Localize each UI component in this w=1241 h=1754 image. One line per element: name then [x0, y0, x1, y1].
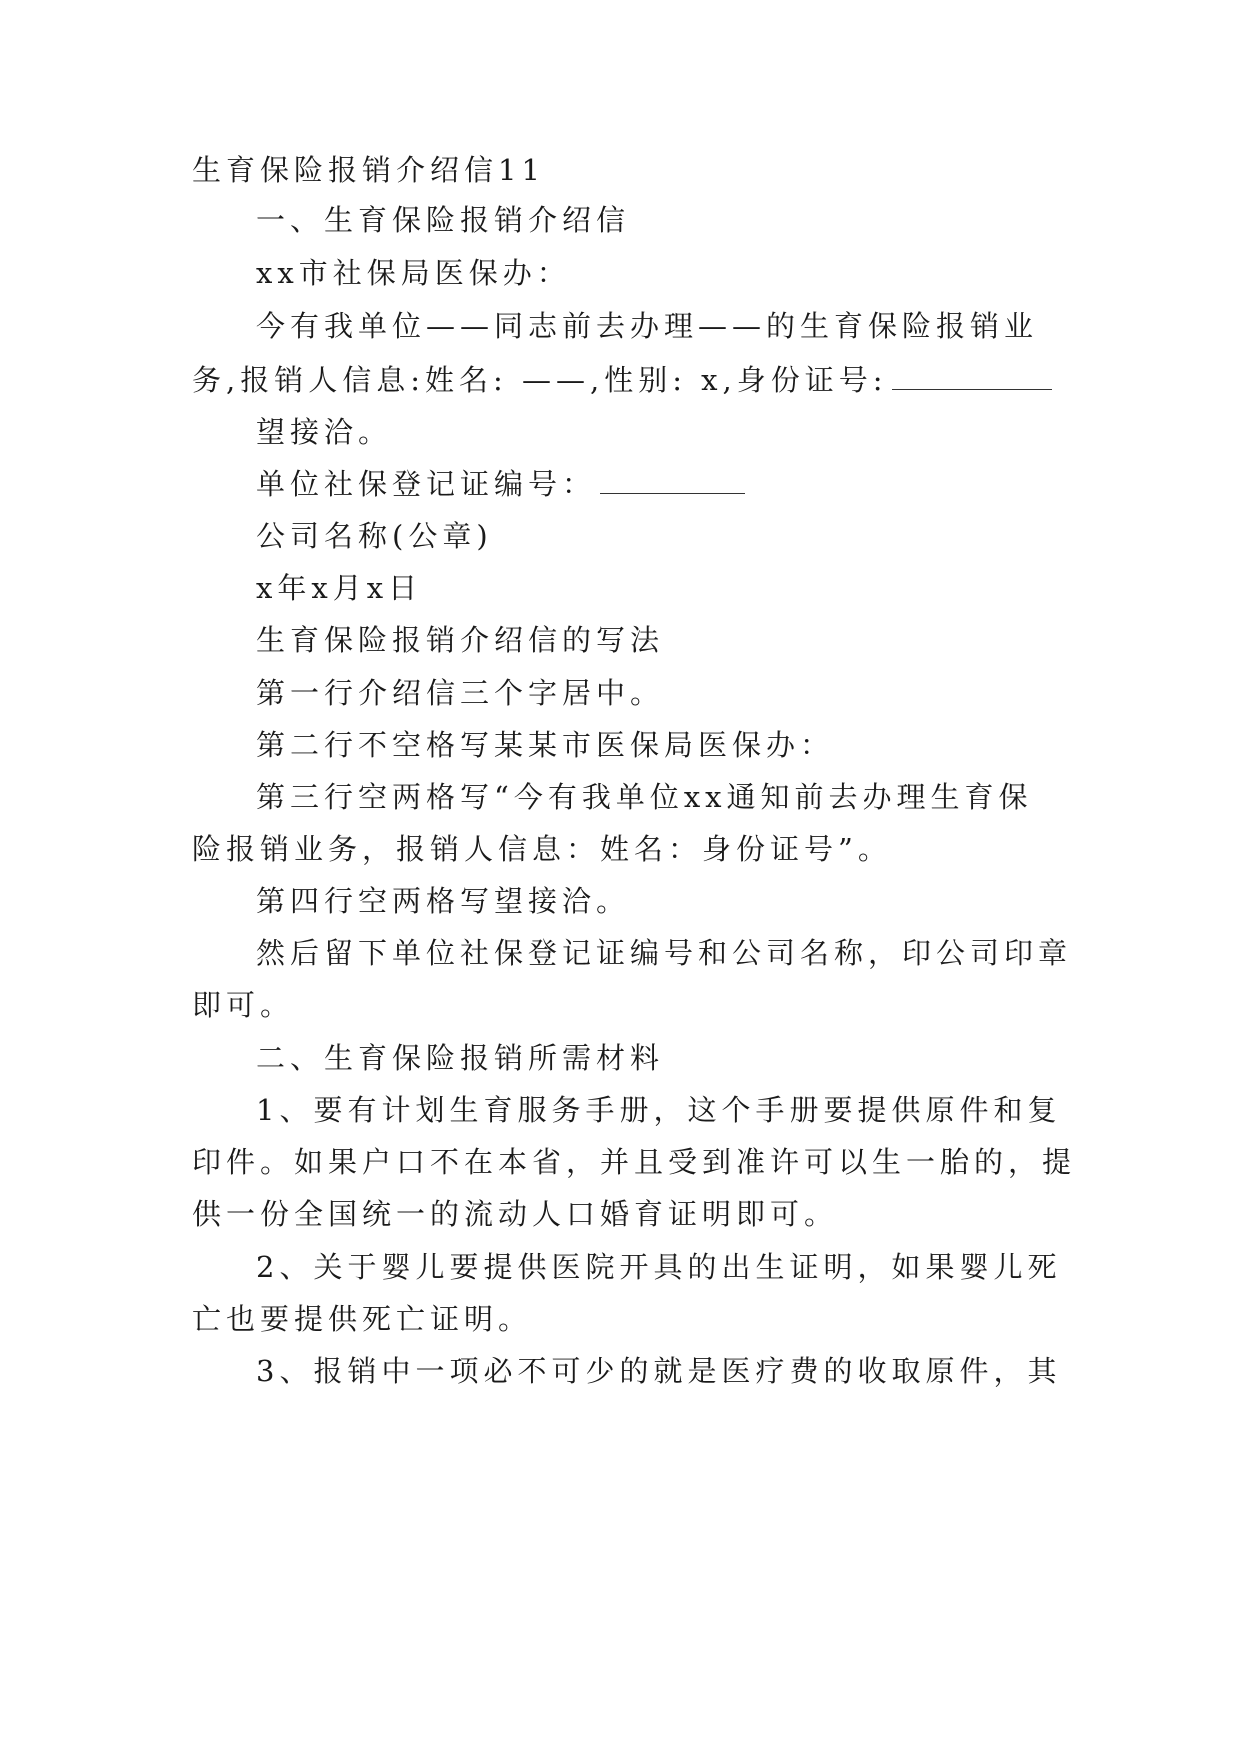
- recipient-line: xx市社保局医保办：: [256, 256, 571, 290]
- section2-heading: 二、生育保险报销所需材料: [256, 1041, 665, 1075]
- rule-3-line-2: 险报销业务，报销人信息：姓名：身份证号”。: [192, 832, 892, 866]
- item-1-line-2: 印件。如果户口不在本省，并且受到准许可以生一胎的，提: [192, 1145, 1077, 1179]
- rule-5-line-2: 即可。: [192, 988, 295, 1022]
- body-line-2: [192, 360, 1052, 400]
- item-1-line-3: 供一份全国统一的流动人口婚育证明即可。: [192, 1197, 839, 1231]
- item-3-line-1: 3、报销中一项必不可少的就是医疗费的收取原件，其: [256, 1354, 1062, 1388]
- rule-2: 第二行不空格写某某市医保局医保办：: [256, 728, 835, 762]
- writing-heading: 生育保险报销介绍信的写法: [256, 623, 665, 657]
- reg-no-line: [256, 464, 745, 504]
- item-1-line-1: 1、要有计划生育服务手册，这个手册要提供原件和复: [256, 1093, 1062, 1127]
- closing-line: 望接洽。: [256, 415, 393, 449]
- reg-no-blank: [600, 469, 745, 494]
- rule-3-line-1: 第三行空两格写“今有我单位xx通知前去办理生育保: [256, 780, 1033, 814]
- item-2-line-1: 2、关于婴儿要提供医院开具的出生证明，如果婴儿死: [256, 1250, 1062, 1284]
- reg-no-label: 单位社保登记证编号：: [256, 467, 597, 501]
- body-line-1: 今有我单位——同志前去办理——的生育保险报销业: [256, 309, 1039, 343]
- rule-5-line-1: 然后留下单位社保登记证编号和公司名称，印公司印章: [256, 936, 1073, 970]
- id-number-blank: [892, 365, 1052, 390]
- document-title: 生育保险报销介绍信11: [192, 153, 545, 187]
- rule-4: 第四行空两格写望接洽。: [256, 884, 631, 918]
- item-2-line-2: 亡也要提供死亡证明。: [192, 1302, 533, 1336]
- date-line: x年x月x日: [256, 571, 423, 605]
- company-line: 公司名称(公章): [256, 519, 493, 553]
- rule-1: 第一行介绍信三个字居中。: [256, 676, 665, 710]
- section1-heading: 一、生育保险报销介绍信: [256, 203, 631, 237]
- body-line-2-text: 务,报销人信息:姓名: ——,性别: x,身份证号:: [192, 363, 888, 397]
